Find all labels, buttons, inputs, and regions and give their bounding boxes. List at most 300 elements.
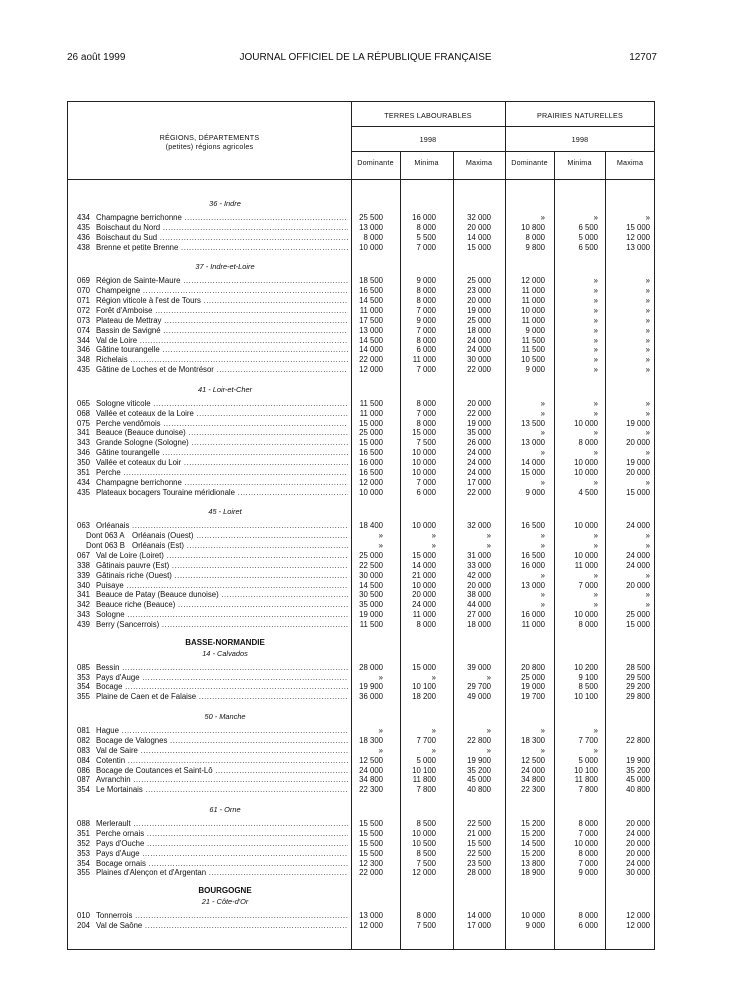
value-terres-maxima: 22 000: [467, 365, 491, 375]
value-terres-maxima: 18 000: [467, 325, 491, 335]
region-code: 085: [77, 662, 91, 672]
region-name: Forêt d'Amboise .....: [96, 306, 348, 316]
value-prairies-minima: 5 000: [578, 755, 598, 765]
value-terres-dominante: 35 000: [359, 600, 383, 610]
value-prairies-minima: 10 000: [574, 521, 598, 531]
value-terres-dominante: 11 000: [359, 305, 383, 315]
region-code: 068: [77, 408, 91, 418]
region-code: 088: [77, 819, 91, 829]
region-name: Bocage .....: [96, 682, 348, 692]
value-terres-minima: 16 000: [412, 213, 436, 222]
value-terres-maxima: 44 000: [467, 600, 491, 610]
value-terres-dominante: 22 500: [359, 560, 383, 570]
region-name: Orléanais (Ouest) .....: [132, 531, 348, 541]
value-terres-minima: 7 000: [416, 477, 436, 487]
region-name: Vallée et coteaux de la Loire .....: [96, 409, 348, 419]
col-header-dominante: Dominante: [357, 158, 394, 167]
value-terres-minima: 6 000: [416, 487, 436, 497]
value-prairies-maxima: »: [645, 570, 650, 580]
value-prairies-dominante: 34 800: [521, 775, 545, 785]
value-prairies-minima: 9 100: [578, 672, 598, 682]
region-code: 350: [77, 458, 91, 467]
region-name: Pays d'Ouche .....: [96, 839, 348, 849]
region-code: 439: [77, 619, 91, 629]
table-row: [0, 448, 731, 458]
value-prairies-minima: 8 000: [578, 819, 598, 829]
value-terres-dominante: 15 000: [359, 438, 383, 448]
header-rule: [351, 151, 655, 152]
region-code: 083: [77, 745, 91, 755]
value-terres-minima: 7 000: [416, 305, 436, 315]
region-code: 073: [77, 315, 91, 325]
table-row: [0, 213, 731, 223]
value-terres-minima: 7 500: [416, 438, 436, 448]
value-prairies-minima: »: [593, 726, 598, 736]
region-code: 436: [77, 232, 91, 242]
region-code: 071: [77, 296, 91, 306]
value-prairies-dominante: 10 000: [521, 305, 545, 315]
value-prairies-minima: 6 500: [578, 242, 598, 252]
region-code: 339: [77, 570, 91, 580]
value-terres-minima: 11 000: [412, 610, 436, 620]
table-row: [0, 223, 731, 233]
value-prairies-minima: 10 100: [574, 765, 598, 775]
col-header-maxima: Maxima: [616, 158, 644, 167]
value-terres-dominante: 12 300: [359, 858, 383, 868]
region-code: 352: [77, 838, 91, 848]
department-heading: 21 - Côte-d'Or: [201, 897, 249, 907]
value-terres-maxima: »: [486, 531, 491, 541]
value-prairies-dominante: 11 000: [521, 296, 545, 306]
region-code: 067: [77, 550, 91, 560]
value-prairies-minima: »: [593, 355, 598, 365]
region-code: 351: [77, 828, 91, 838]
table-row: [0, 756, 731, 766]
value-prairies-maxima: »: [645, 315, 650, 325]
value-prairies-dominante: 9 000: [525, 325, 545, 335]
value-terres-dominante: 25 000: [359, 550, 383, 560]
value-terres-dominante: 22 000: [359, 355, 383, 365]
region-name: Perche ornais .....: [96, 829, 348, 839]
value-terres-dominante: 22 000: [359, 868, 383, 878]
region-name: Pays d'Auge .....: [96, 849, 348, 859]
value-prairies-minima: »: [593, 315, 598, 325]
value-terres-maxima: 15 500: [467, 838, 491, 848]
value-prairies-maxima: 29 500: [626, 672, 650, 682]
value-terres-minima: 8 000: [416, 222, 436, 232]
value-terres-maxima: 20 000: [467, 296, 491, 306]
value-prairies-maxima: »: [645, 590, 650, 600]
table-row: [0, 590, 731, 600]
value-prairies-maxima: »: [645, 296, 650, 306]
table-row: [0, 419, 731, 429]
value-prairies-dominante: 10 800: [521, 222, 545, 232]
value-terres-dominante: 15 500: [359, 848, 383, 858]
value-prairies-dominante: 11 000: [521, 315, 545, 325]
value-terres-dominante: 25 000: [359, 428, 383, 438]
department-heading: 41 - Loir-et-Cher: [197, 384, 253, 394]
region-name: Plateaux bocagers Touraine méridionale .....: [96, 488, 348, 498]
value-prairies-dominante: 10 500: [521, 355, 545, 365]
value-prairies-dominante: »: [540, 726, 545, 736]
region-name: Avranchin .....: [96, 775, 348, 785]
value-prairies-dominante: 8 000: [525, 232, 545, 242]
value-prairies-dominante: »: [540, 477, 545, 487]
value-terres-dominante: »: [378, 672, 383, 682]
region-code: 353: [77, 672, 91, 682]
table-row: [0, 785, 731, 795]
regions-subheading: (petites) régions agricoles: [165, 142, 254, 151]
table-row: [0, 316, 731, 326]
value-terres-maxima: 42 000: [467, 570, 491, 580]
value-terres-minima: 10 000: [412, 467, 436, 477]
value-prairies-dominante: 20 800: [521, 662, 545, 672]
value-prairies-minima: »: [593, 570, 598, 580]
value-prairies-minima: 8 000: [578, 619, 598, 629]
value-prairies-minima: 11 000: [574, 560, 598, 570]
value-terres-dominante: 16 500: [359, 286, 383, 296]
value-terres-minima: 7 000: [416, 242, 436, 252]
region-code: 010: [77, 911, 91, 921]
value-prairies-minima: 8 000: [578, 438, 598, 448]
value-prairies-maxima: 24 000: [626, 550, 650, 560]
region-name: Bocage de Valognes .....: [96, 736, 348, 746]
value-terres-minima: 8 000: [416, 398, 436, 408]
value-terres-minima: 15 000: [412, 550, 436, 560]
value-terres-dominante: 15 500: [359, 828, 383, 838]
year-prairies: 1998: [571, 135, 589, 144]
value-terres-maxima: »: [486, 541, 491, 551]
value-terres-dominante: 12 500: [359, 755, 383, 765]
table-row: [0, 868, 731, 878]
value-terres-minima: 8 000: [416, 286, 436, 296]
value-terres-maxima: 35 000: [467, 428, 491, 438]
region-name: Boischaut du Sud .....: [96, 233, 348, 243]
region-code: 070: [77, 286, 91, 296]
value-terres-maxima: 31 000: [467, 550, 491, 560]
value-prairies-maxima: 45 000: [626, 775, 650, 785]
region-name: Vallée et coteaux du Loir .....: [96, 458, 348, 468]
region-name: Val de Loire (Loiret) .....: [96, 551, 348, 561]
header-date: 26 août 1999: [67, 52, 126, 63]
value-terres-maxima: 21 000: [467, 828, 491, 838]
value-terres-maxima: »: [486, 672, 491, 682]
region-code: 346: [77, 448, 91, 458]
value-prairies-dominante: 25 000: [521, 672, 545, 682]
region-name: Sologne .....: [96, 610, 348, 620]
region-code: 354: [77, 682, 91, 692]
value-prairies-dominante: 18 300: [521, 736, 545, 745]
value-prairies-dominante: »: [540, 590, 545, 600]
value-prairies-maxima: »: [645, 448, 650, 458]
table-row: [0, 911, 731, 921]
value-prairies-dominante: 9 000: [525, 921, 545, 931]
region-name: Val de Saire .....: [96, 746, 348, 756]
col-header-maxima: Maxima: [465, 158, 493, 167]
table-row: [0, 829, 731, 839]
value-prairies-maxima: 12 000: [626, 232, 650, 242]
table-row: [0, 468, 731, 478]
table-row: [0, 849, 731, 859]
region-name: Grande Sologne (Sologne) .....: [96, 438, 348, 448]
department-heading: 50 - Manche: [204, 712, 246, 722]
table-row: [0, 345, 731, 355]
value-terres-minima: 8 500: [416, 848, 436, 858]
region-name: Orléanais (Est) .....: [132, 541, 348, 551]
value-prairies-minima: »: [593, 286, 598, 296]
value-terres-maxima: 27 000: [467, 610, 491, 620]
table-row: [0, 581, 731, 591]
value-prairies-maxima: »: [645, 335, 650, 345]
value-prairies-maxima: »: [645, 477, 650, 487]
value-prairies-dominante: »: [540, 408, 545, 418]
value-terres-maxima: 39 000: [467, 662, 491, 672]
region-name: Gâtinais pauvre (Est) .....: [96, 561, 348, 571]
value-prairies-maxima: »: [645, 600, 650, 610]
value-terres-minima: 10 000: [412, 521, 436, 531]
value-prairies-maxima: 35 200: [626, 765, 650, 775]
value-prairies-dominante: 11 000: [521, 286, 545, 296]
value-terres-maxima: 26 000: [467, 438, 491, 448]
value-prairies-minima: 10 000: [574, 467, 598, 477]
value-terres-maxima: 24 000: [467, 345, 491, 355]
value-terres-minima: 5 500: [416, 232, 436, 242]
value-terres-minima: »: [431, 672, 436, 682]
value-terres-minima: 10 000: [412, 448, 436, 458]
region-name: Orléanais .....: [96, 521, 348, 531]
value-prairies-maxima: »: [645, 213, 650, 222]
value-prairies-minima: 7 700: [578, 736, 598, 745]
value-prairies-minima: »: [593, 276, 598, 286]
value-prairies-minima: »: [593, 213, 598, 222]
value-terres-minima: 8 500: [416, 819, 436, 829]
value-prairies-dominante: 15 000: [521, 467, 545, 477]
value-terres-dominante: 10 000: [359, 242, 383, 252]
value-terres-maxima: 20 000: [467, 580, 491, 590]
value-terres-dominante: »: [378, 531, 383, 541]
region-code: 081: [77, 726, 91, 736]
value-prairies-maxima: »: [645, 325, 650, 335]
value-prairies-maxima: 15 000: [626, 487, 650, 497]
value-terres-dominante: 28 000: [359, 662, 383, 672]
value-prairies-maxima: 15 000: [626, 222, 650, 232]
value-prairies-minima: 5 000: [578, 232, 598, 242]
value-terres-maxima: 17 000: [467, 921, 491, 931]
value-prairies-dominante: 14 000: [521, 458, 545, 467]
value-terres-dominante: 13 000: [359, 325, 383, 335]
value-prairies-minima: 11 800: [574, 775, 598, 785]
value-prairies-dominante: 16 000: [521, 610, 545, 620]
value-terres-minima: 15 000: [412, 662, 436, 672]
region-name: Val de Saône .....: [96, 921, 348, 931]
value-prairies-maxima: »: [645, 541, 650, 551]
value-terres-dominante: 19 000: [359, 610, 383, 620]
value-prairies-maxima: 24 000: [626, 521, 650, 531]
region-name: Sologne viticole .....: [96, 399, 348, 409]
table-row: [0, 355, 731, 365]
value-prairies-minima: 6 500: [578, 222, 598, 232]
table-row: [0, 521, 731, 531]
value-terres-maxima: 49 000: [467, 692, 491, 702]
value-prairies-dominante: 13 800: [521, 858, 545, 868]
region-name: Val de Loire .....: [96, 336, 348, 346]
value-prairies-maxima: 19 000: [626, 458, 650, 467]
table-row: [0, 610, 731, 620]
value-prairies-maxima: »: [645, 276, 650, 286]
region-name: Brenne et petite Brenne .....: [96, 243, 348, 253]
region-code: 435: [77, 487, 91, 497]
region-name: Gâtinais riche (Ouest) .....: [96, 571, 348, 581]
value-terres-minima: 9 000: [416, 276, 436, 286]
table-row: [0, 531, 731, 541]
value-prairies-maxima: 12 000: [626, 921, 650, 931]
value-terres-minima: 7 500: [416, 921, 436, 931]
value-terres-minima: 24 000: [412, 600, 436, 610]
value-prairies-maxima: 19 900: [626, 755, 650, 765]
value-terres-minima: 18 200: [412, 692, 436, 702]
value-prairies-minima: »: [593, 590, 598, 600]
value-prairies-maxima: 40 800: [626, 785, 650, 795]
table-row: [0, 399, 731, 409]
table-row: [0, 692, 731, 702]
value-prairies-dominante: 13 000: [521, 438, 545, 448]
value-terres-minima: 10 100: [412, 765, 436, 775]
value-terres-maxima: 22 000: [467, 487, 491, 497]
table-row: [0, 276, 731, 286]
value-terres-minima: 7 800: [416, 785, 436, 795]
value-terres-maxima: 23 000: [467, 286, 491, 296]
value-terres-dominante: 13 000: [359, 222, 383, 232]
region-code: 075: [77, 418, 91, 428]
value-prairies-minima: 10 100: [574, 692, 598, 702]
value-terres-dominante: 12 000: [359, 921, 383, 931]
value-terres-maxima: 24 000: [467, 467, 491, 477]
table-row: [0, 488, 731, 498]
value-terres-dominante: 24 000: [359, 765, 383, 775]
value-prairies-maxima: 13 000: [626, 242, 650, 252]
region-name: Région viticole à l'est de Tours .....: [96, 296, 348, 306]
value-prairies-minima: 10 000: [574, 550, 598, 560]
value-prairies-minima: 7 000: [578, 828, 598, 838]
region-name: Beauce (Beauce dunoise) .....: [96, 428, 348, 438]
region-name: Puisaye .....: [96, 581, 348, 591]
value-prairies-dominante: »: [540, 531, 545, 541]
value-terres-minima: 15 000: [412, 428, 436, 438]
value-prairies-minima: 10 000: [574, 418, 598, 428]
value-terres-dominante: 16 000: [359, 458, 383, 467]
value-terres-maxima: 22 000: [467, 408, 491, 418]
region-name: Tonnerrois .....: [96, 911, 348, 921]
value-prairies-maxima: 30 000: [626, 868, 650, 878]
value-prairies-minima: 8 000: [578, 911, 598, 921]
value-terres-dominante: 14 500: [359, 335, 383, 345]
year-terres: 1998: [419, 135, 437, 144]
header-page-number: 12707: [629, 52, 657, 63]
region-name: Plaine de Caen et de Falaise .....: [96, 692, 348, 702]
value-prairies-maxima: »: [645, 355, 650, 365]
table-row: [0, 682, 731, 692]
table-row: [0, 775, 731, 785]
table-row: [0, 428, 731, 438]
value-terres-dominante: 18 300: [359, 736, 383, 745]
value-prairies-dominante: 13 500: [521, 418, 545, 428]
value-prairies-maxima: »: [645, 365, 650, 375]
region-name: Le Mortainais .....: [96, 785, 348, 795]
value-prairies-minima: »: [593, 325, 598, 335]
region-name: Perche vendômois .....: [96, 419, 348, 429]
header-rule: [68, 179, 655, 180]
region-code: 355: [77, 692, 91, 702]
region-name: Berry (Sancerrois) .....: [96, 620, 348, 630]
value-terres-minima: 8 000: [416, 296, 436, 306]
value-terres-dominante: 16 500: [359, 467, 383, 477]
value-terres-maxima: 20 000: [467, 222, 491, 232]
region-code: 354: [77, 858, 91, 868]
value-terres-maxima: 38 000: [467, 590, 491, 600]
table-row: [0, 478, 731, 488]
region-name: Bessin .....: [96, 663, 348, 673]
value-terres-dominante: 36 000: [359, 692, 383, 702]
value-terres-dominante: 12 000: [359, 365, 383, 375]
region-code: 341: [77, 590, 91, 600]
value-prairies-dominante: »: [540, 541, 545, 551]
value-terres-dominante: 15 000: [359, 418, 383, 428]
region-name: Richelais .....: [96, 355, 348, 365]
value-prairies-dominante: 19 000: [521, 682, 545, 692]
region-code: 086: [77, 765, 91, 775]
region-code: 341: [77, 428, 91, 438]
value-terres-minima: 14 000: [412, 560, 436, 570]
table-row: [0, 673, 731, 683]
value-terres-maxima: 28 000: [467, 868, 491, 878]
value-prairies-dominante: 15 200: [521, 828, 545, 838]
region-name: Pays d'Auge .....: [96, 673, 348, 683]
value-prairies-maxima: 15 000: [626, 619, 650, 629]
value-terres-minima: 7 000: [416, 365, 436, 375]
region-name: Champagne berrichonne .....: [96, 213, 348, 223]
region-code: 074: [77, 325, 91, 335]
value-terres-dominante: 10 000: [359, 487, 383, 497]
value-terres-dominante: 30 500: [359, 590, 383, 600]
col-header-minima: Minima: [567, 158, 592, 167]
region-name: Beauce de Patay (Beauce dunoise) .....: [96, 590, 348, 600]
value-terres-dominante: 15 500: [359, 838, 383, 848]
value-prairies-dominante: 15 200: [521, 819, 545, 829]
value-prairies-dominante: 22 300: [521, 785, 545, 795]
region-code: 344: [77, 335, 91, 345]
value-terres-dominante: 34 800: [359, 775, 383, 785]
table-row: [0, 859, 731, 869]
table-row: [0, 819, 731, 829]
value-terres-maxima: 22 500: [467, 848, 491, 858]
value-prairies-maxima: »: [645, 531, 650, 541]
value-terres-maxima: 35 200: [467, 765, 491, 775]
value-prairies-maxima: »: [645, 345, 650, 355]
value-terres-maxima: 24 000: [467, 448, 491, 458]
value-terres-maxima: 19 000: [467, 418, 491, 428]
region-code: 087: [77, 775, 91, 785]
value-terres-minima: 7 000: [416, 408, 436, 418]
value-terres-dominante: 18 400: [359, 521, 383, 531]
value-prairies-maxima: 20 000: [626, 467, 650, 477]
value-prairies-minima: »: [593, 448, 598, 458]
value-terres-dominante: 25 500: [359, 213, 383, 222]
value-prairies-maxima: 19 000: [626, 418, 650, 428]
region-code: 355: [77, 868, 91, 878]
value-terres-maxima: 14 000: [467, 911, 491, 921]
region-code: 434: [77, 213, 91, 222]
value-prairies-maxima: 12 000: [626, 911, 650, 921]
